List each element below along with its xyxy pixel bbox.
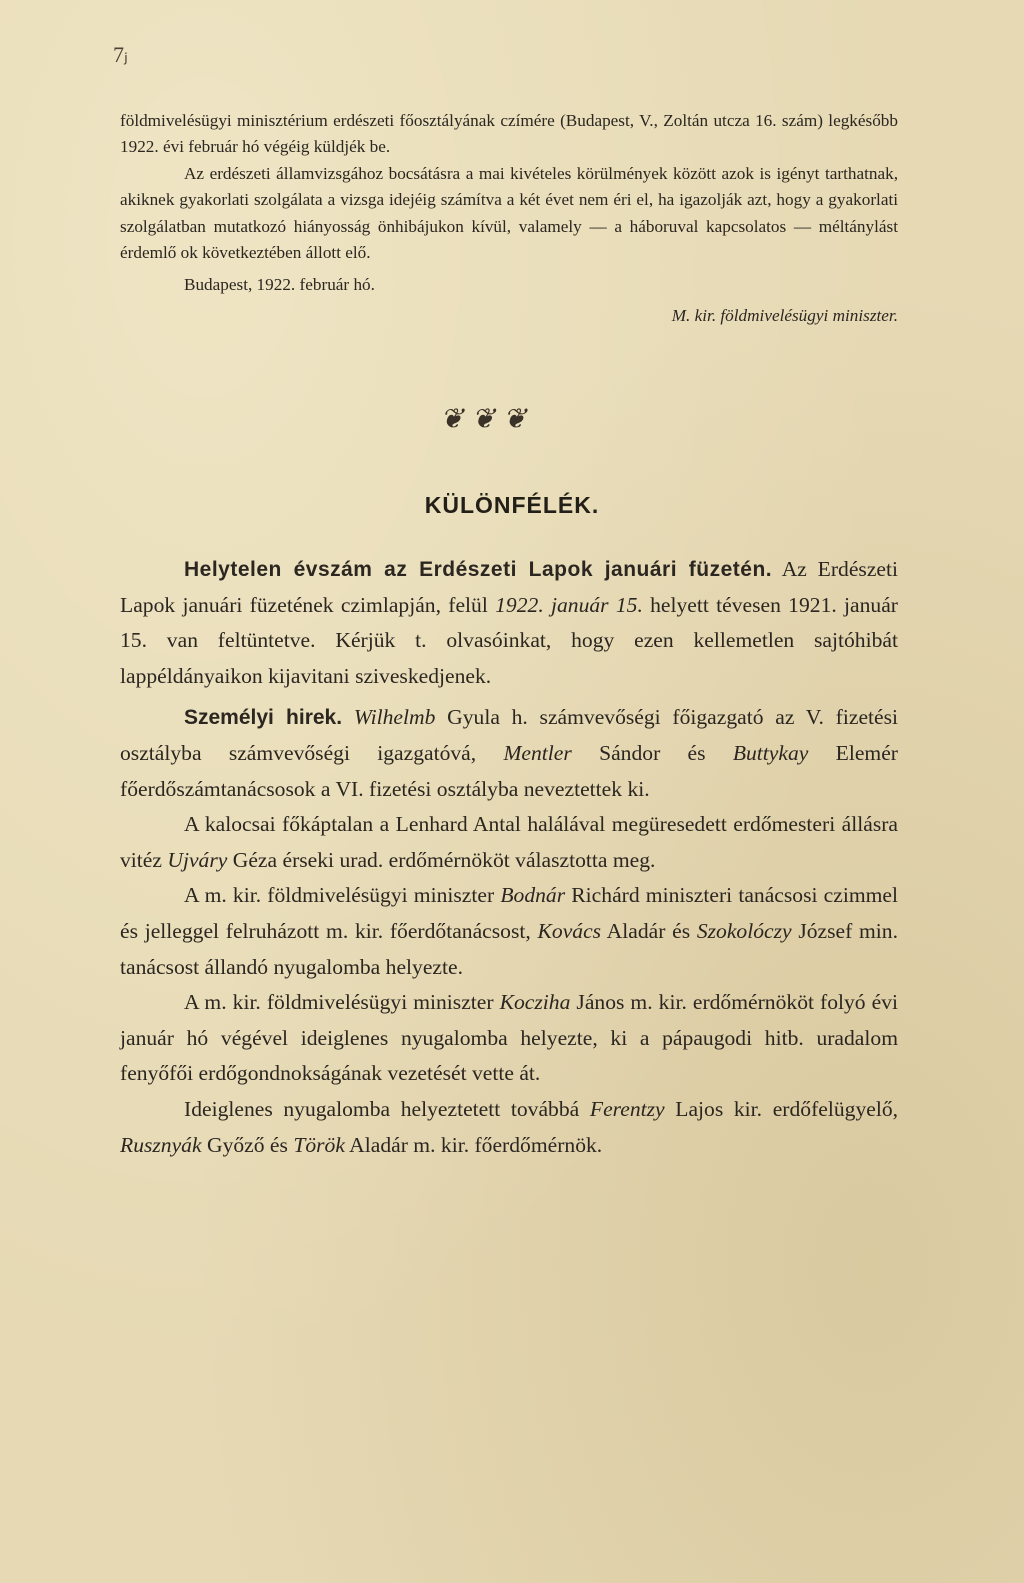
announcement-continuation [120,108,898,329]
paragraph-text: Győző és [206,1132,288,1157]
person-name: Bodnár [500,883,566,908]
personal-news-paragraph [120,985,898,1092]
paragraph-text: Aladár m. kir. főerdőmérnök. [349,1132,603,1157]
page-number: 7ⱼ [113,42,128,67]
person-name: Ujváry [167,847,228,872]
personal-news-heading: Személyi hirek. [184,706,343,730]
paragraph-text: Ideiglenes nyugalomba helyeztetett továbbá [184,1096,580,1121]
personal-news-paragraph [120,1092,898,1163]
paragraph-text: A m. kir. földmivelésügyi miniszter [184,990,494,1015]
paragraph-text: Lajos kir. erdőfelügyelő, [675,1096,899,1121]
person-name: Wilhelmb [353,705,436,730]
person-name: Török [293,1132,345,1157]
article-date: 1922. január 15. [495,592,643,617]
paragraph-text: A m. kir. földmivelésügyi miniszter [184,883,495,908]
announcement-paragraph-1: földmivelésügyi minisztérium erdészeti főosztályának czímére (Budapest, V., Zoltán utcza 16. szám) legkésőbb 1922. évi február hó végéig küldjék be. [120,111,898,157]
section-title: KÜLÖNFÉLÉK. [424,492,600,518]
personal-news-paragraph [120,700,898,807]
signature: M. kir. földmivelésügyi miniszter. [671,305,898,325]
paragraph-text: Géza érseki urad. erdőmérnököt választotta meg. [232,847,656,872]
paragraph-text: Gyula h. számvevőségi főigazgató az V. fizetési osztályba számvevőségi igazgatóvá, [120,705,899,765]
ornament-divider: ❦❦❦ [440,402,535,435]
person-name: Buttykay [732,740,809,765]
person-name: Mentler [503,740,572,765]
article-erratum [120,552,898,694]
person-name: Szokolóczy [696,918,792,943]
personal-news-paragraph [120,807,898,878]
person-name: Rusznyák [120,1132,202,1157]
person-name: Kocziha [499,990,571,1015]
paragraph-text: Aladár és [606,918,691,943]
personal-news-paragraph [120,878,898,985]
announcement-paragraph-2: Az erdészeti államvizsgához bocsátásra a mai kivételes körülmények között azok is igényt tarthatnak, akiknek gyakorlati szolgálata a vizsga idejéig számítva a két évet nem éri el, ha igazolják azt, hogy a gyakorlati szolgálatban mutatkozó hiányosság önhibájukon kívül, valamely — a háboruval kapcsolatos — méltánylást érdemlő ok következtében állott elő. [120,163,898,263]
article-text: helyett tévesen 1921. január 15. van feltüntetve. Kérjük t. olvasóinkat, hogy ezen kellemetlen sajtóhibát lappéldányaikon kijavitani sziveskedjenek. [120,592,898,688]
article-headline: Helytelen évszám az Erdészeti Lapok januári füzetén. [184,558,773,581]
paragraph-text: Sándor és [599,740,706,765]
place-date: Budapest, 1922. február hó. [184,275,375,295]
paragraph-text: Elemér főerdőszámtanácsosok a VI. fizetési osztályba neveztettek ki. [120,740,898,801]
paragraph-text: József min. tanácsost állandó nyugalomba helyezte. [120,918,899,979]
article-text: Az Erdészeti Lapok januári füzetének czimlapján, felül [120,557,898,617]
paragraph-text: János m. kir. erdőmérnököt folyó évi január hó végével ideiglenes nyugalomba helyezte, ki a pápaugodi hitb. uradalom fenyőfői erdőgondnokságának vezetését vette át. [120,990,898,1086]
person-name: Kovács [537,918,602,943]
person-name: Ferentzy [589,1096,665,1121]
miscellany-section [120,552,898,1163]
paragraph-text: A kalocsai főkáptalan a Lenhard Antal halálával megüresedett erdőmesteri állásra vitéz [120,812,898,872]
paragraph-text: Richárd miniszteri tanácsosi czimmel és jelleggel felruházott m. kir. főerdőtanácsost, [120,883,898,943]
